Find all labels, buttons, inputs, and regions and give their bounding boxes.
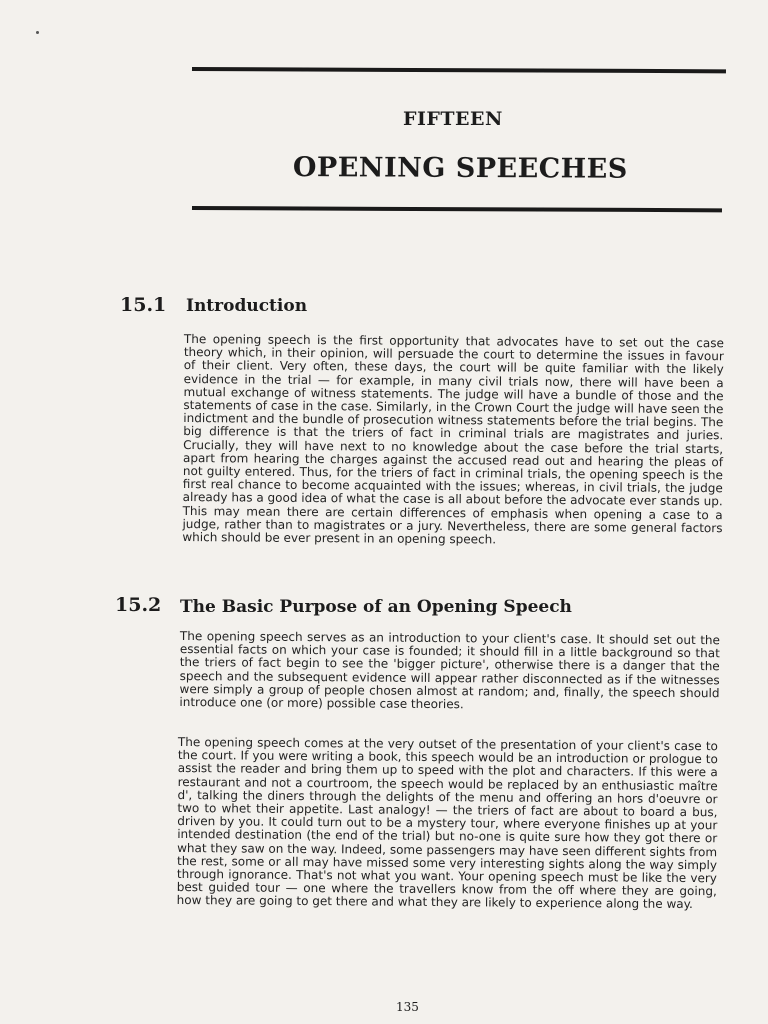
top-rule (192, 67, 726, 73)
section-number: 15.2 (115, 594, 162, 616)
paragraph: The opening speech serves as an introduction to your client's case. It should set out the essential facts on which your case is founded; it should fill in a little background so that the triers of fact begin to see the 'bigger picture', otherwise there is a danger that the speech and the subsequent evidence will appear rather disconnected as if the witnesses were simply a group of people chosen almost at random; and, finally, the speech should introduce one (or more) possible case theories. (179, 629, 720, 712)
section-heading: Introduction (186, 296, 308, 316)
page-number: 135 (396, 1000, 419, 1014)
paragraph: The opening speech comes at the very outset of the presentation of your client's case to the court. If you were writing a book, this speech would be an introduction or prologue to assist the reader and bring them up to speed with the plot and characters. If this were a restaurant and not a courtroom, the speech would be replaced by an enthusiastic maître d', talking the diners through the delights of the menu and offering an hors d'oeuvre or two to whet their appetite. Last analogy! — the triers of fact are about to board a bus, driven by you. It could turn out to be a mystery tour, where everyone finishes up at your intended destination (the end of the trial) but no-one is quite sure how they got there or what they saw on the way. Indeed, some passengers may have seen different sights from the rest, some or all may have missed some very interesting sights along the way simply through ignorance. That's not what you want. Your opening speech must be like the very best guided tour — one where the travellers know from the off where they are going, how they are going to get there and what they are likely to experience along the way. (176, 735, 718, 912)
scan-speck (36, 31, 39, 34)
paragraph: The opening speech is the first opportunity that advocates have to set out the case theory which, in their opinion, will persuade the court to determine the issues in favour of their client. Very often, these days, the court will be quite familiar with the likely evidence in the trial — for example, in many civil trials now, there will have been a mutual exchange of witness statements. The judge will have a bundle of those and the statements of case in the case. Similarly, in the Crown Court the judge will have seen the indictment and the bundle of prosecution witness statements before the trial begins. The big difference is that the triers of fact in criminal trials are magistrates and juries. Crucially, they will have next to no knowledge about the case before the trial starts, apart from hearing the charges against the accused read out and hearing the pleas of not guilty entered. Thus, for the triers of fact in criminal trials, the opening speech is the first real chance to become acquainted with the issues; whereas, in civil trials, the judge already has a good idea of what the case is all about before the advocate ever stands up. This may mean there are certain differences of emphasis when opening a case to a judge, rather than to magistrates or a jury. Nevertheless, there are some general factors which should be ever present in an opening speech. (182, 332, 724, 547)
bottom-rule (192, 206, 722, 212)
chapter-title: OPENING SPEECHES (292, 152, 628, 185)
section-number: 15.1 (120, 294, 167, 316)
section-heading: The Basic Purpose of an Opening Speech (180, 597, 572, 617)
chapter-number: FIFTEEN (403, 108, 503, 130)
